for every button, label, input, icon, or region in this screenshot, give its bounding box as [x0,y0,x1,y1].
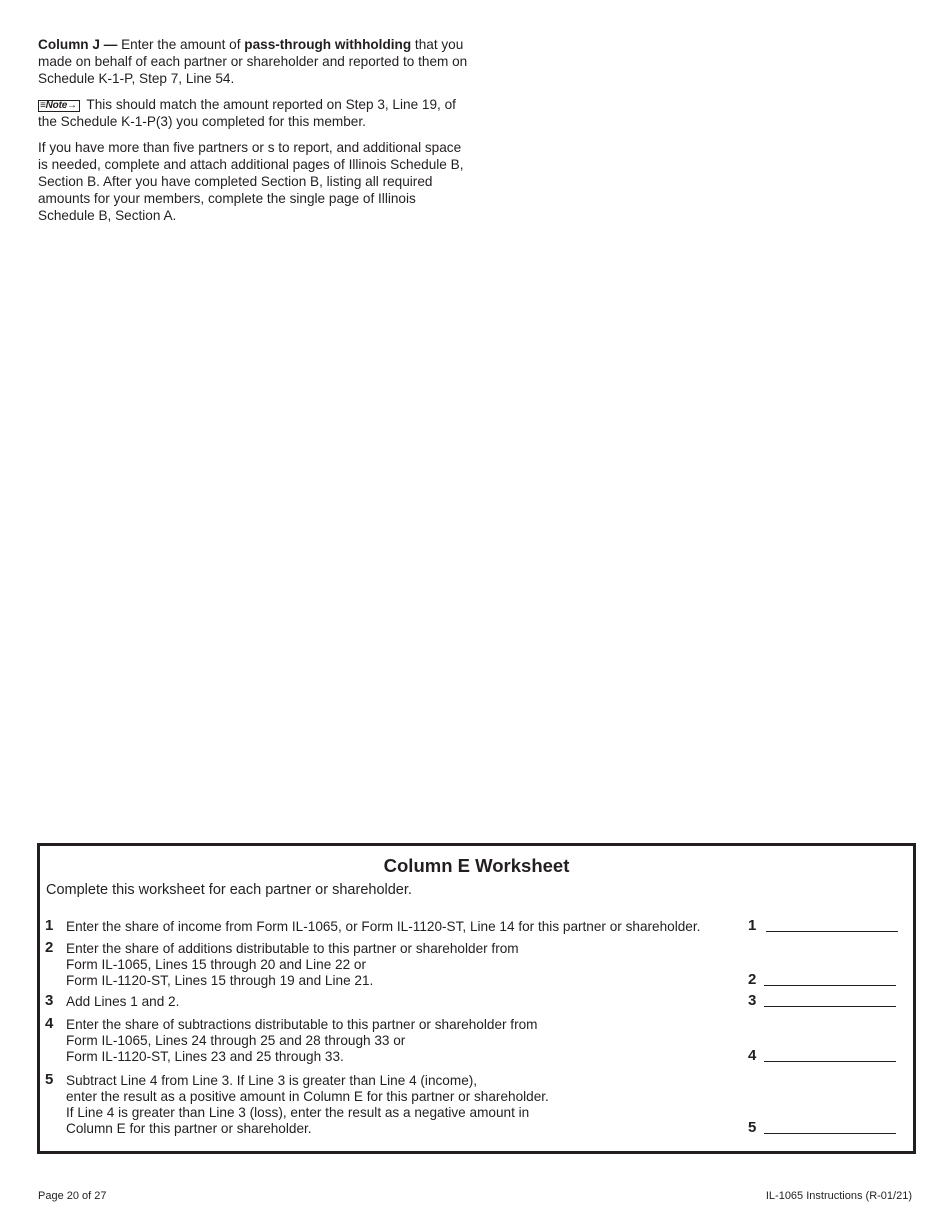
line-text: If Line 4 is greater than Line 3 (loss), enter the result as a negative amount in [66,1105,530,1120]
line-text: Form IL-1065, Lines 15 through 20 and Line 22 or [66,957,367,972]
column-j-label: Column J — [38,37,118,52]
line-number: 3 [45,992,54,1009]
answer-line-5[interactable] [748,1120,756,1136]
line-number: 1 [45,917,54,934]
answer-label: 5 [748,1119,757,1136]
column-j-text-end: that you made on behalf of each partner or shareholder and reported to them on Schedule K-1-P, Step 7, Line 54. [38,37,468,86]
note-icon: ≡Note→ [38,100,80,112]
worksheet-title: Column E Worksheet [383,855,570,876]
answer-label: 4 [748,1047,757,1064]
pass-through-term: pass-through withholding [244,37,412,52]
line-text: Subtract Line 4 from Line 3. If Line 3 is greater than Line 4 (income), [66,1073,478,1088]
line-text: Form IL-1120-ST, Lines 23 and 25 through 33. [66,1049,344,1064]
line-number: 2 [45,939,54,956]
answer-line-2[interactable] [748,972,756,988]
line-description [66,1073,549,1137]
line-text: enter the result as a positive amount in Column E for this partner or shareholder. [66,1089,549,1104]
note-paragraph [38,96,468,130]
answer-blank[interactable] [766,931,898,932]
page-number: Page 20 of 27 [38,1190,107,1202]
extra-pages-paragraph: If you have more than five partners or s to report, and additional space is needed, complete and attach additional pages of Illinois Schedule B, Section B. After you have completed Section B, listing all required amounts for your members, complete the single page of Illinois Schedule B, Section A. [38,140,464,223]
answer-blank[interactable] [764,985,896,986]
answer-line-1[interactable] [748,918,756,934]
answer-label: 3 [748,992,757,1009]
line-text: Form IL-1120-ST, Lines 15 through 19 and Line 21. [66,973,374,988]
line-text: Form IL-1065, Lines 24 through 25 and 28 through 33 or [66,1033,406,1048]
line-text: Column E for this partner or shareholder. [66,1121,312,1136]
line-description [66,994,179,1010]
line-text: Enter the share of additions distributable to this partner or shareholder from [66,941,519,956]
note-text: This should match the amount reported on Step 3, Line 19, of the Schedule K-1-P(3) you completed for this member. [38,97,456,129]
line-description [66,1017,538,1065]
answer-line-3[interactable] [748,993,756,1009]
answer-label: 1 [748,917,757,934]
worksheet-subtitle: Complete this worksheet for each partner or shareholder. [46,882,412,898]
line-description [66,941,519,989]
answer-blank[interactable] [764,1061,896,1062]
column-j-instructions [38,36,468,233]
line-text: Enter the share of subtractions distributable to this partner or shareholder from [66,1017,538,1032]
column-e-worksheet [37,843,916,1154]
line-description [66,919,700,935]
column-j-text-start: Enter the amount of [117,37,245,52]
line-text: Enter the share of income from Form IL-1065, or Form IL-1120-ST, Line 14 for this partner or shareholder. [66,919,701,934]
column-j-paragraph [38,36,468,87]
line-number: 4 [45,1015,54,1032]
answer-blank[interactable] [764,1006,896,1007]
form-identifier: IL-1065 Instructions (R-01/21) [765,1190,912,1202]
line-text: Add Lines 1 and 2. [66,994,180,1009]
answer-blank[interactable] [764,1133,896,1134]
answer-line-4[interactable] [748,1048,756,1064]
answer-label: 2 [748,971,757,988]
line-number: 5 [45,1071,54,1088]
